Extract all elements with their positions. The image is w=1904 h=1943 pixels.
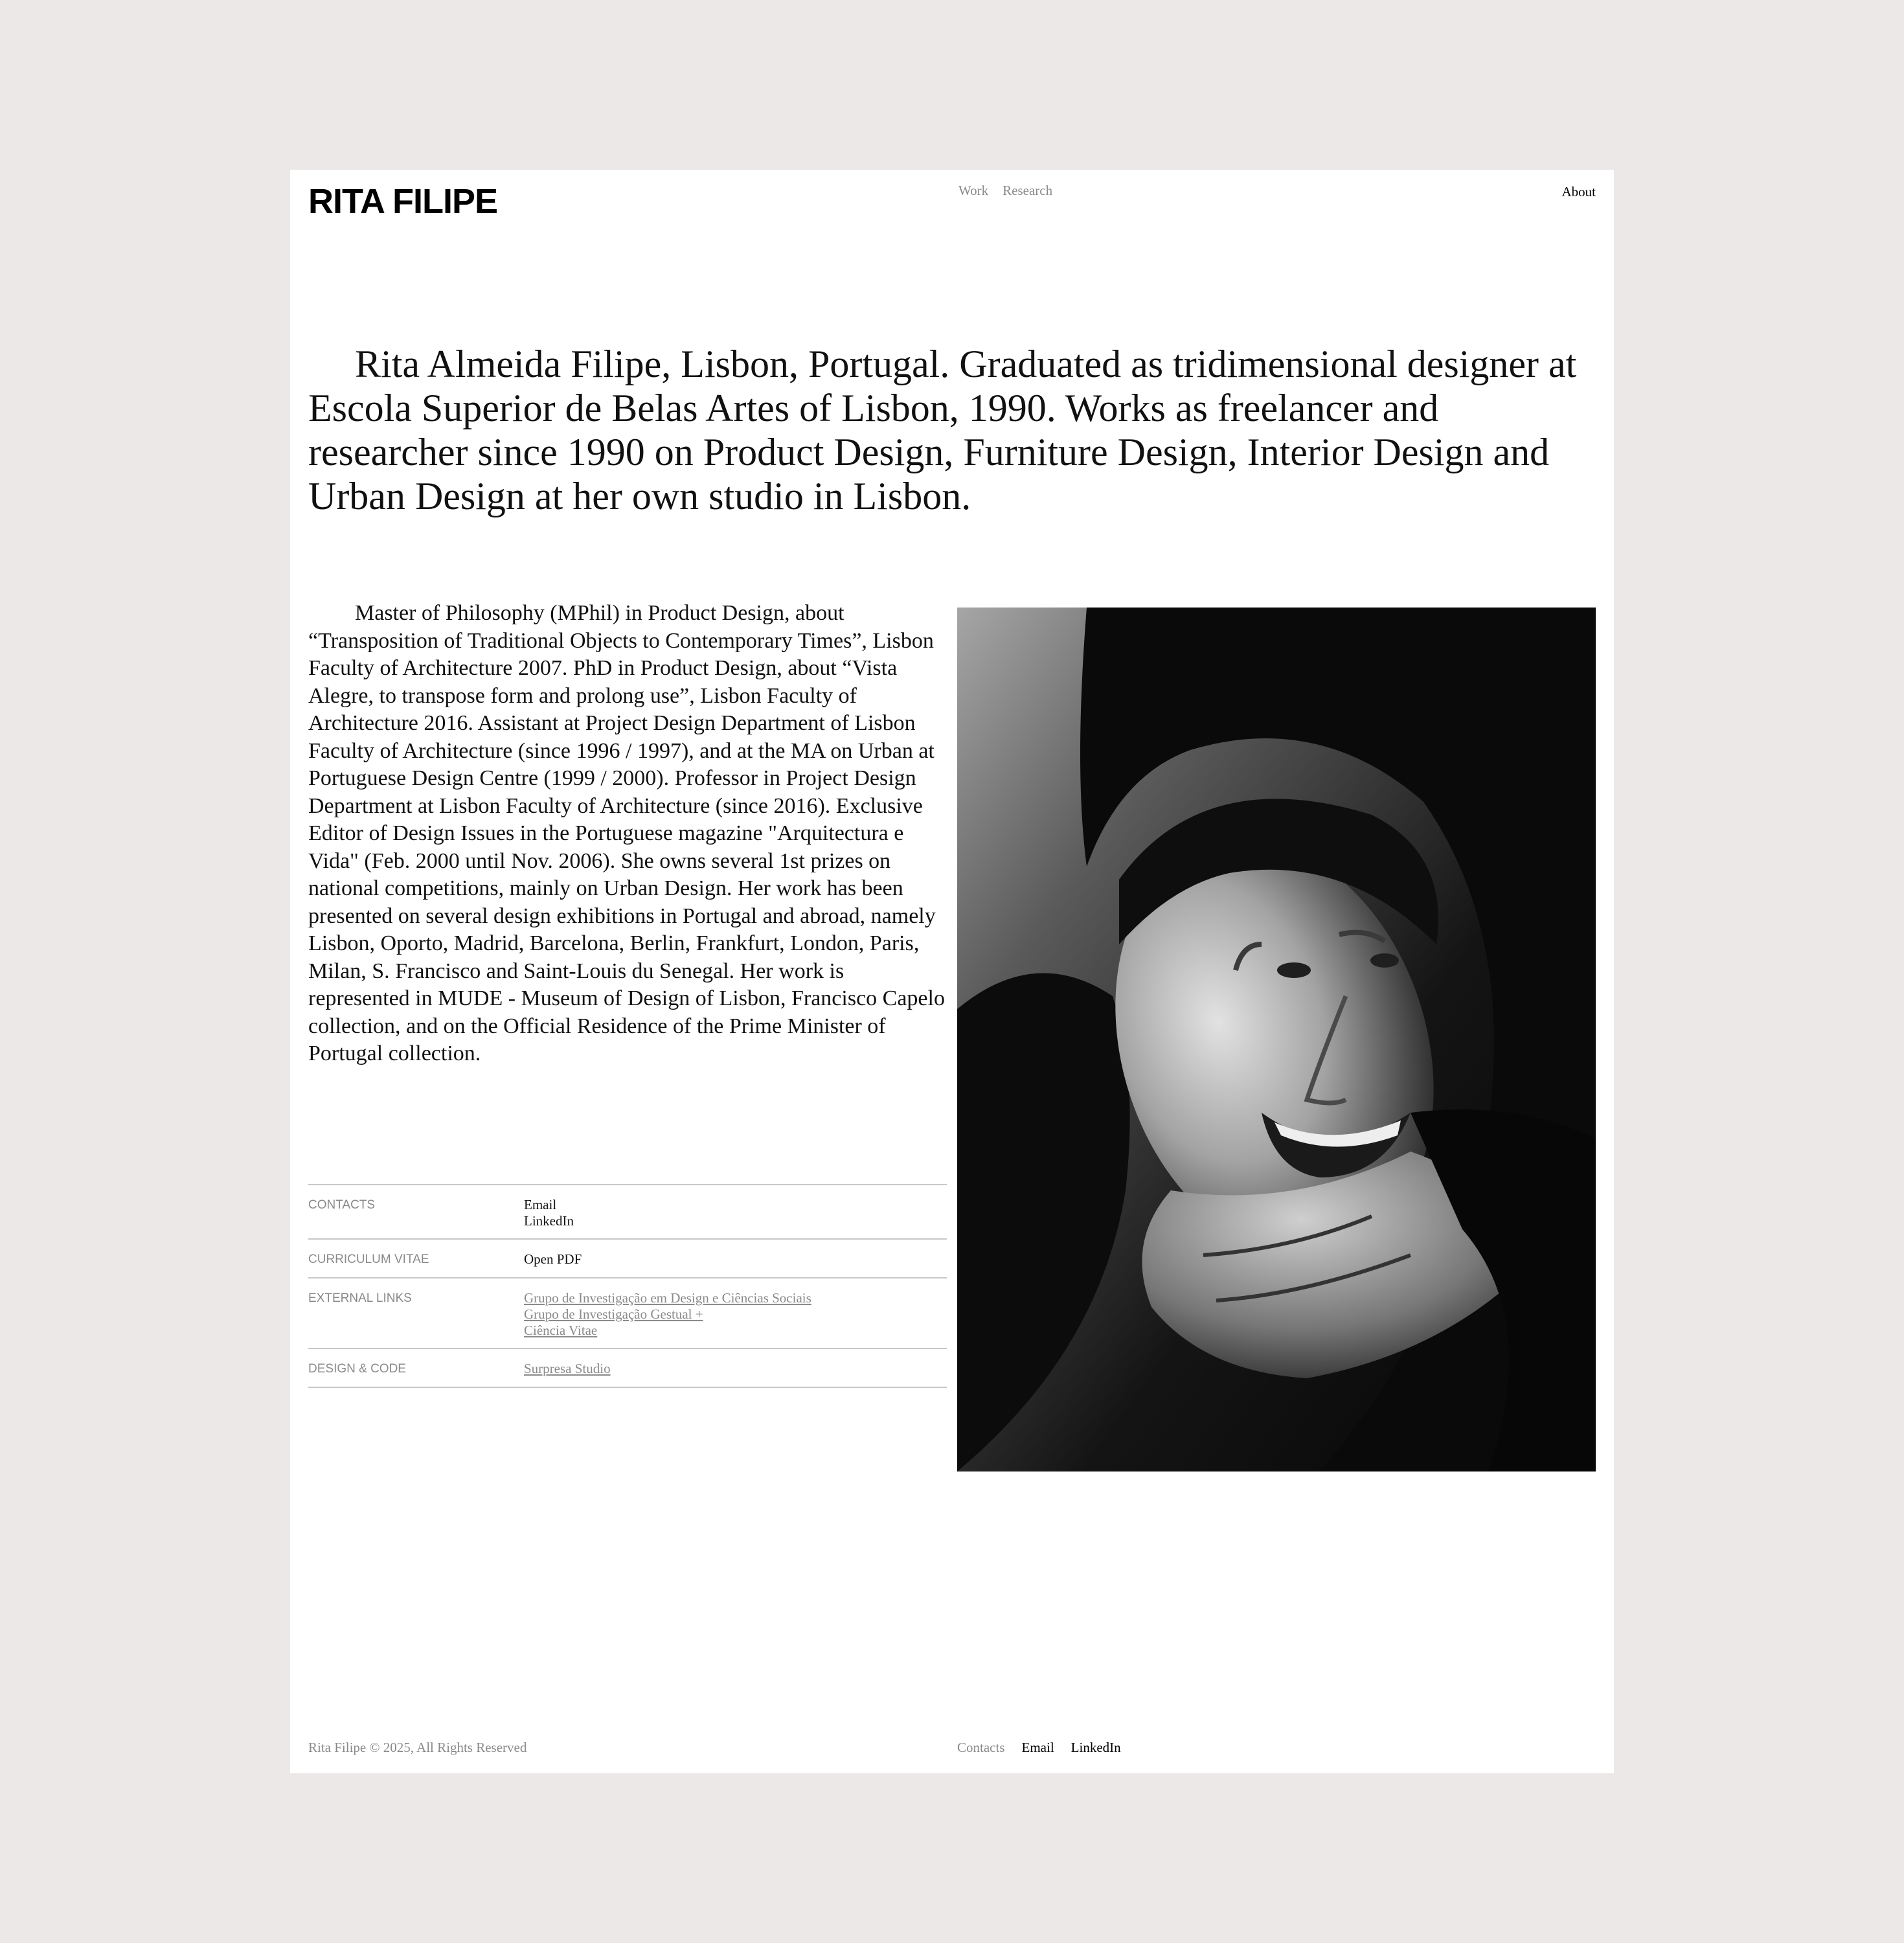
bio-paragraph: Master of Philosophy (MPhil) in Product Design, about “Transposition of Traditional Objects to Contemporary Times”, Lisbon Faculty of Architecture 2007. PhD in Product Design, about “Vista Alegre, to transpose form and prolong use”, Lisbon Faculty of Architecture 2016. Assistant at Project Design Department of Lisbon Faculty of Architecture (since 1996 / 1997), and at the MA on Urban at Portuguese Design Centre (1999 / 2000). Professor in Project Design Department at Lisbon Faculty of Architecture (since 2016). Exclusive Editor of Design Issues in the Portuguese magazine "Arquitectura e Vida" (Feb. 2000 until Nov. 2006). She owns several 1st prizes on national competitions, mainly on Urban Design. Her work has been presented on several design exhibitions in Portugal and abroad, namely Lisbon, Oporto, Madrid, Barcelona, Berlin, Frankfurt, London, Paris, Milan, S. Francisco and Saint-Louis du Senegal. Her work is represented in MUDE - Museum of Design of Lisbon, Francisco Capelo collection, and on the Official Residence of the Prime Minister of Portugal collection.	[308, 601, 945, 1065]
main-nav	[958, 183, 1052, 199]
open-pdf-link[interactable]: Open PDF	[524, 1251, 582, 1267]
external-link-research-group[interactable]: Grupo de Investigação em Design e Ciências Sociais	[524, 1290, 811, 1306]
contacts-email-link[interactable]: Email	[524, 1197, 557, 1212]
contacts-label: CONTACTS	[308, 1198, 376, 1212]
portrait-illustration	[957, 608, 1596, 1471]
external-links-label: EXTERNAL LINKS	[308, 1291, 412, 1305]
cv-label: CURRICULUM VITAE	[308, 1253, 429, 1266]
contacts-linkedin-link[interactable]: LinkedIn	[524, 1213, 574, 1229]
info-row-design-code	[308, 1348, 947, 1388]
portrait-photo	[957, 608, 1596, 1471]
footer-copyright: Rita Filipe © 2025, All Rights Reserved	[308, 1740, 527, 1755]
info-row-external-links	[308, 1277, 947, 1348]
nav-work-link[interactable]: Work	[958, 183, 989, 198]
intro-paragraph: Rita Almeida Filipe, Lisbon, Portugal. Graduated as tridimensional designer at Escola Superior de Belas Artes of Lisbon, 1990. Works as freelancer and researcher since 1990 on Product Design, Furniture Design, Interior Design and Urban Design at her own studio in Lisbon.	[308, 343, 1577, 517]
nav-research-link[interactable]: Research	[1003, 183, 1053, 198]
cv-values	[524, 1251, 582, 1268]
external-links-values	[524, 1290, 811, 1339]
page-container	[290, 170, 1614, 1773]
footer-email-link[interactable]: Email	[1021, 1740, 1054, 1755]
external-link-ciencia-vitae[interactable]: Ciência Vitae	[524, 1323, 598, 1338]
info-table	[308, 1184, 947, 1388]
external-link-gestual[interactable]: Grupo de Investigação Gestual +	[524, 1306, 703, 1322]
info-row-contacts	[308, 1184, 947, 1238]
contacts-values	[524, 1197, 574, 1229]
info-row-cv	[308, 1238, 947, 1277]
footer-contacts-label: Contacts	[957, 1740, 1005, 1755]
site-logo[interactable]: RITA FILIPE	[308, 182, 497, 221]
footer-linkedin-link[interactable]: LinkedIn	[1071, 1740, 1121, 1755]
footer-contacts	[957, 1740, 1121, 1756]
design-code-label: DESIGN & CODE	[308, 1362, 406, 1376]
secondary-nav	[1562, 184, 1596, 200]
surpresa-studio-link[interactable]: Surpresa Studio	[524, 1361, 611, 1376]
nav-about-link[interactable]: About	[1561, 184, 1596, 199]
design-code-values	[524, 1361, 611, 1378]
